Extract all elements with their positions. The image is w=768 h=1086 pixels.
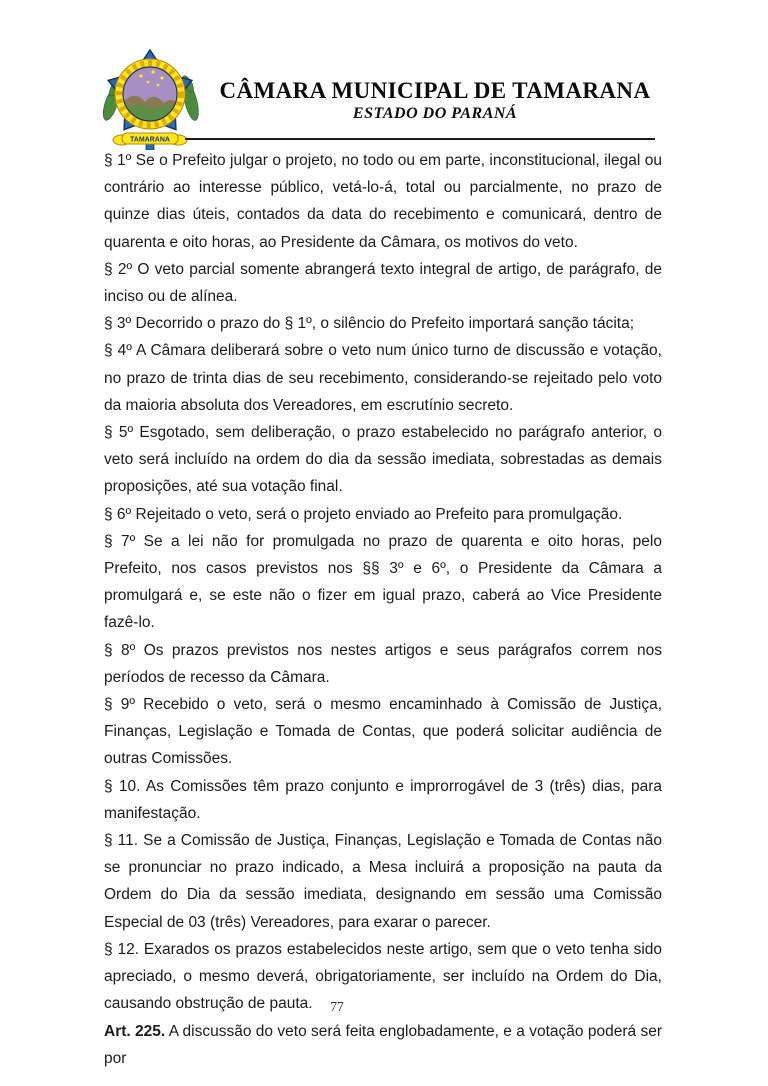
- paragraph: [104, 1018, 662, 1072]
- logo-banner-text: TAMARANA: [130, 136, 170, 144]
- paragraph: [104, 773, 662, 827]
- org-subtitle: ESTADO DO PARANÁ: [352, 105, 518, 122]
- paragraph: [104, 936, 662, 1018]
- page-number: 77: [330, 999, 344, 1014]
- paragraph: [104, 337, 662, 419]
- paragraph: [104, 691, 662, 773]
- paragraph-text: § 4º A Câmara deliberará sobre o veto num único turno de discussão e votação, no prazo de trinta dias de seu recebimento, considerando-se rejeitado pelo voto da maioria absoluta dos Vereadores, em escrutínio secreto.: [104, 342, 662, 414]
- paragraph-text: § 9º Recebido o veto, será o mesmo encaminhado à Comissão de Justiça, Finanças, Legislação e Tomada de Contas, que poderá solicitar audiência de outras Comissões.: [104, 696, 662, 768]
- paragraph-text: A discussão do veto será feita englobadamente, e a votação poderá ser por: [104, 1022, 662, 1067]
- paragraph-text: § 10. As Comissões têm prazo conjunto e improrrogável de 3 (três) dias, para manifestação.: [104, 777, 662, 822]
- paragraph: [104, 827, 662, 936]
- header-divider: [185, 138, 655, 140]
- ribbon-banner: [113, 133, 187, 145]
- paragraph: [104, 528, 662, 637]
- paragraph-text: § 12. Exarados os prazos estabelecidos neste artigo, sem que o veto tenha sido apreciado, o mesmo deverá, obrigatoriamente, ser incluído na Ordem do Dia, causando obstrução de pauta.: [104, 940, 662, 1013]
- paragraph: [104, 310, 662, 337]
- paragraph: [104, 501, 662, 528]
- paragraph-text: § 3º Decorrido o prazo do § 1º, o silêncio do Prefeito importará sanção tácita;: [104, 315, 634, 333]
- paragraph-text: § 7º Se a lei não for promulgada no prazo de quarenta e oito horas, pelo Prefeito, nos casos previstos nos §§ 3º e 6º, o Presidente da Câmara a promulgará e, se este não o fizer em igual prazo, caberá ao Vice Presidente fazê-lo.: [104, 532, 662, 632]
- paragraph-text: § 8º Os prazos previstos nos nestes artigos e seus parágrafos correm nos períodos de recesso da Câmara.: [104, 641, 662, 686]
- paragraph: [104, 256, 662, 310]
- paragraph-text: § 5º Esgotado, sem deliberação, o prazo estabelecido no parágrafo anterior, o veto será incluído na ordem do dia da sessão imediata, sobrestadas as demais proposições, até sua votação final.: [104, 424, 662, 496]
- paragraph-text: § 1º Se o Prefeito julgar o projeto, no todo ou em parte, inconstitucional, ilegal ou contrário ao interesse público, vetá-lo-á, total ou parcialmente, no prazo de quinze dias úteis, contados da data do recebimento e comunicará, dentro de quarenta e oito horas, ao Presidente da Câmara, os motivos do veto.: [104, 152, 662, 251]
- letterhead-text: [202, 78, 668, 123]
- paragraph-text: § 2º O veto parcial somente abrangerá texto integral de artigo, de parágrafo, de inciso ou de alínea.: [104, 260, 662, 306]
- paragraph: [104, 147, 662, 256]
- paragraph-text: § 6º Rejeitado o veto, será o projeto enviado ao Prefeito para promulgação.: [104, 505, 623, 523]
- document-body: [104, 147, 662, 1072]
- org-title: CÂMARA MUNICIPAL DE TAMARANA: [219, 78, 651, 103]
- letterhead: [98, 48, 668, 150]
- paragraph: [104, 637, 662, 691]
- coat-of-arms-icon: [98, 48, 204, 150]
- article-number: Art. 225.: [104, 1022, 166, 1040]
- coat-of-arms-logo: [98, 48, 204, 150]
- paragraph: [104, 419, 662, 501]
- paragraph-text: § 11. Se a Comissão de Justiça, Finanças, Legislação e Tomada de Contas não se pronunciar no prazo indicado, a Mesa incluirá a proposição na pauta da Ordem do Dia da sessão imediata, designando em sessão uma Comissão Especial de 03 (três) Vereadores, para exarar o parecer.: [104, 832, 662, 931]
